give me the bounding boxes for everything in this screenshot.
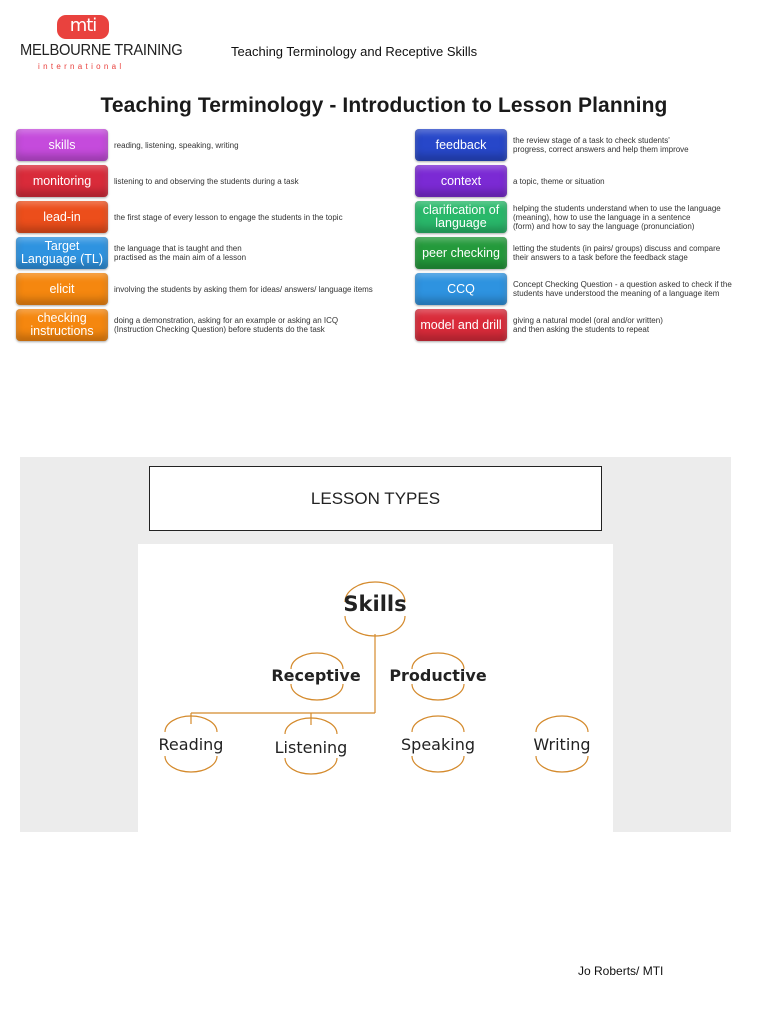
term-badge: skills [16, 129, 108, 161]
term-definition: the first stage of every lesson to engage the students in the topic [114, 212, 343, 222]
logo-subtitle: international [38, 62, 125, 71]
term-row [16, 165, 406, 197]
term-row [16, 237, 406, 269]
speaking-arc-bottom [412, 756, 464, 772]
tree-root-skills: Skills [343, 592, 407, 616]
term-row [16, 201, 406, 233]
writing-arc-bottom [536, 756, 588, 772]
term-row [415, 129, 760, 161]
term-definition: doing a demonstration, asking for an example or asking an ICQ (Instruction Checking Question) before students do the task [114, 316, 339, 334]
receptive-arc-bottom [291, 684, 343, 700]
tree-leaf-listening: Listening [274, 738, 348, 757]
root-arc-bottom [345, 616, 405, 636]
term-badge: context [415, 165, 507, 197]
page-title: Teaching Terminology - Introduction to Lesson Planning [100, 94, 668, 117]
term-row [415, 237, 760, 269]
term-row [16, 309, 406, 341]
tree-leaf-reading: Reading [158, 735, 224, 754]
term-definition: listening to and observing the students during a task [114, 176, 299, 186]
term-definition: Concept Checking Question - a question asked to check if the students have understood the meaning of a language item [513, 280, 732, 298]
listening-arc-bottom [285, 758, 337, 774]
term-definition: reading, listening, speaking, writing [114, 140, 239, 150]
writing-arc-top [536, 716, 588, 732]
reading-arc-bottom [165, 756, 217, 772]
logo-wordmark: MELBOURNE TRAINING [20, 42, 183, 59]
tree-leaf-writing: Writing [533, 735, 591, 754]
term-badge: checking instructions [16, 309, 108, 341]
footer-author: Jo Roberts/ MTI [578, 964, 664, 978]
term-definition: the language that is taught and then practised as the main aim of a lesson [114, 244, 247, 262]
term-badge: CCQ [415, 273, 507, 305]
term-badge: elicit [16, 273, 108, 305]
term-badge: clarification of language [415, 201, 507, 233]
logo-badge: mti [57, 15, 109, 39]
lesson-types-heading: LESSON TYPES [149, 466, 602, 531]
tree-leaf-speaking: Speaking [401, 735, 475, 754]
term-definition: letting the students (in pairs/ groups) discuss and compare their answers to a task before the feedback stage [513, 244, 721, 262]
mti-logo [20, 15, 183, 73]
productive-arc-bottom [412, 684, 464, 700]
term-badge: feedback [415, 129, 507, 161]
term-definition: helping the students understand when to use the language (meaning), how to use the language in a sentence (form) and how to say the language (pronunciation) [513, 203, 721, 231]
header-title: Teaching Terminology and Receptive Skills [231, 44, 478, 59]
term-row [16, 273, 406, 305]
term-badge: peer checking [415, 237, 507, 269]
term-badge: monitoring [16, 165, 108, 197]
term-definition: a topic, theme or situation [513, 176, 605, 186]
tree-node-productive: Productive [389, 666, 487, 685]
term-row [16, 129, 406, 161]
term-row [415, 201, 760, 233]
term-badge: model and drill [415, 309, 507, 341]
term-row [415, 165, 760, 197]
term-badge: lead-in [16, 201, 108, 233]
term-badge: Target Language (TL) [16, 237, 108, 269]
speaking-arc-top [412, 716, 464, 732]
term-definition: involving the students by asking them for ideas/ answers/ language items [114, 284, 373, 294]
tree-node-receptive: Receptive [271, 666, 361, 685]
term-definition: giving a natural model (oral and/or written) and then asking the students to repeat [513, 316, 663, 334]
term-definition: the review stage of a task to check students' progress, correct answers and help them improve [513, 136, 689, 154]
term-row [415, 309, 760, 341]
skills-tree-connectors [138, 544, 613, 832]
term-row [415, 273, 760, 305]
